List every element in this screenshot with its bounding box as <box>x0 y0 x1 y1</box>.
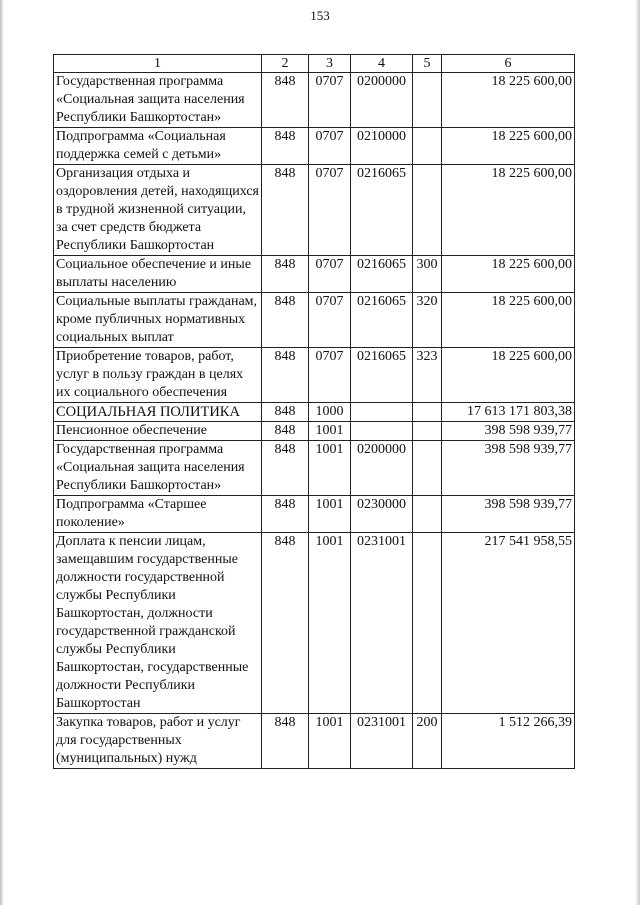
scan-edge-right <box>635 0 640 905</box>
row-amount: 217 541 958,55 <box>442 533 575 714</box>
row-amount: 18 225 600,00 <box>442 348 575 403</box>
table-row <box>54 403 575 422</box>
row-amount: 18 225 600,00 <box>442 256 575 293</box>
column-header: 1 <box>54 55 262 73</box>
budget-table <box>53 54 575 769</box>
row-code-expense-type <box>413 496 442 533</box>
row-code-section: 1001 <box>309 422 351 441</box>
row-code-expense-type <box>413 165 442 256</box>
table-row <box>54 256 575 293</box>
row-code-section: 1001 <box>309 714 351 769</box>
row-code-section: 1001 <box>309 533 351 714</box>
row-name: Подпрограмма «Социальная поддержка семей с детьми» <box>54 128 262 165</box>
row-code-section: 0707 <box>309 165 351 256</box>
row-name: Доплата к пенсии лицам, замещавшим государственные должности государственной службы Республики Башкортостан, должности государственной гражданской службы Республики Башкортостан, государственные должности Республики Башкортостан <box>54 533 262 714</box>
row-code-section: 0707 <box>309 256 351 293</box>
row-name: Государственная программа «Социальная защита населения Республики Башкортостан» <box>54 73 262 128</box>
row-code-admin: 848 <box>262 256 309 293</box>
row-code-expense-type: 320 <box>413 293 442 348</box>
table-row <box>54 714 575 769</box>
row-code-section: 0707 <box>309 348 351 403</box>
table-row <box>54 533 575 714</box>
table-row <box>54 165 575 256</box>
row-code-admin: 848 <box>262 533 309 714</box>
row-amount: 18 225 600,00 <box>442 73 575 128</box>
page-number: 153 <box>310 8 330 23</box>
row-code-expense-type <box>413 73 442 128</box>
row-code-target: 0210000 <box>351 128 413 165</box>
row-code-target: 0231001 <box>351 714 413 769</box>
column-header: 3 <box>309 55 351 73</box>
row-code-section: 0707 <box>309 128 351 165</box>
column-header: 5 <box>413 55 442 73</box>
scan-edge-left <box>0 0 4 905</box>
row-code-admin: 848 <box>262 422 309 441</box>
row-code-target <box>351 422 413 441</box>
table-header-row <box>54 55 575 73</box>
row-name: СОЦИАЛЬНАЯ ПОЛИТИКА <box>54 403 262 422</box>
row-code-expense-type <box>413 441 442 496</box>
table-row <box>54 348 575 403</box>
row-code-admin: 848 <box>262 441 309 496</box>
row-code-section: 0707 <box>309 293 351 348</box>
row-name: Подпрограмма «Старшее поколение» <box>54 496 262 533</box>
row-code-admin: 848 <box>262 293 309 348</box>
column-header: 4 <box>351 55 413 73</box>
row-name: Организация отдыха и оздоровления детей, находящихся в трудной жизненной ситуации, за счет средств бюджета Республики Башкортостан <box>54 165 262 256</box>
row-code-target: 0216065 <box>351 293 413 348</box>
row-name: Приобретение товаров, работ, услуг в пользу граждан в целях их социального обеспечения <box>54 348 262 403</box>
row-code-target: 0216065 <box>351 256 413 293</box>
row-code-section: 1001 <box>309 441 351 496</box>
row-code-target: 0230000 <box>351 496 413 533</box>
row-code-admin: 848 <box>262 403 309 422</box>
row-code-expense-type: 300 <box>413 256 442 293</box>
row-name: Пенсионное обеспечение <box>54 422 262 441</box>
row-code-section: 1001 <box>309 496 351 533</box>
row-name: Государственная программа «Социальная защита населения Республики Башкортостан» <box>54 441 262 496</box>
row-code-expense-type <box>413 422 442 441</box>
row-code-expense-type <box>413 128 442 165</box>
table-row <box>54 128 575 165</box>
row-amount: 398 598 939,77 <box>442 496 575 533</box>
row-name: Социальные выплаты гражданам, кроме публичных нормативных социальных выплат <box>54 293 262 348</box>
row-code-section: 1000 <box>309 403 351 422</box>
row-code-target: 0200000 <box>351 441 413 496</box>
row-amount: 18 225 600,00 <box>442 293 575 348</box>
table-row <box>54 496 575 533</box>
row-code-expense-type <box>413 533 442 714</box>
table-row <box>54 293 575 348</box>
row-amount: 17 613 171 803,38 <box>442 403 575 422</box>
row-amount: 18 225 600,00 <box>442 128 575 165</box>
row-code-target <box>351 403 413 422</box>
table-row <box>54 441 575 496</box>
row-code-expense-type: 323 <box>413 348 442 403</box>
row-code-admin: 848 <box>262 165 309 256</box>
row-code-admin: 848 <box>262 714 309 769</box>
column-header: 2 <box>262 55 309 73</box>
column-header: 6 <box>442 55 575 73</box>
row-code-admin: 848 <box>262 128 309 165</box>
row-code-admin: 848 <box>262 496 309 533</box>
row-code-expense-type: 200 <box>413 714 442 769</box>
table-row <box>54 73 575 128</box>
row-name: Социальное обеспечение и иные выплаты населению <box>54 256 262 293</box>
row-amount: 1 512 266,39 <box>442 714 575 769</box>
row-amount: 18 225 600,00 <box>442 165 575 256</box>
row-amount: 398 598 939,77 <box>442 422 575 441</box>
row-code-target: 0216065 <box>351 165 413 256</box>
row-code-expense-type <box>413 403 442 422</box>
row-name: Закупка товаров, работ и услуг для государственных (муниципальных) нужд <box>54 714 262 769</box>
row-code-target: 0216065 <box>351 348 413 403</box>
row-amount: 398 598 939,77 <box>442 441 575 496</box>
row-code-target: 0231001 <box>351 533 413 714</box>
row-code-admin: 848 <box>262 348 309 403</box>
row-code-section: 0707 <box>309 73 351 128</box>
row-code-admin: 848 <box>262 73 309 128</box>
table-row <box>54 422 575 441</box>
row-code-target: 0200000 <box>351 73 413 128</box>
